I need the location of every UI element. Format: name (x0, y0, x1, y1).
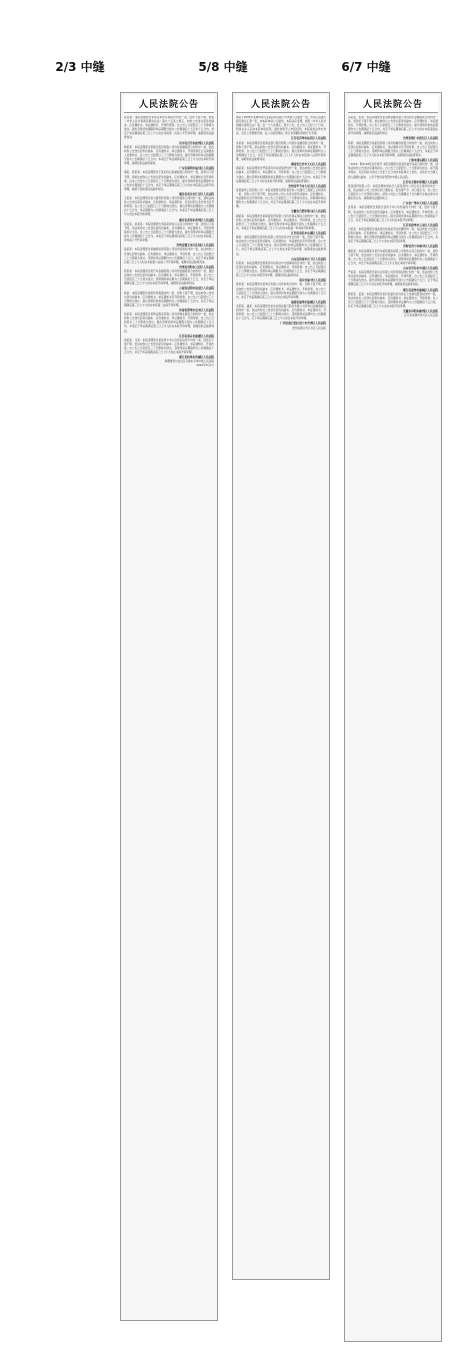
column-label-2: 5/8 中缝 (198, 60, 248, 74)
notice-text: 某某建筑工程有限公司：本院受理原告郭某某诉你公司建设工程施工合同纠纷一案，因你公司下落不明，依法向你公司公告送达起诉状副本、应诉通知书、举证通知书及开庭传票。自公告之日起经过三十日即视为送达。答辩期和举证期均为公告期满后十五日内，并定于举证期满后第三日上午九时在本院开庭审理。 (236, 188, 326, 209)
notice-signature: 新疆维吾尔自治区乌鲁木齐市中级人民法院 2022年3月1日 (164, 360, 214, 368)
column-label-1: 2/3 中缝 (55, 60, 105, 74)
notice-text: 冯某某、田某：本院受理原告某消费金融有限公司诉你们金融借款合同纠纷一案，因你们下落不明，依法向你们公告送达起诉状副本、应诉通知书、举证通知书、开庭传票。自公告之日起经过三十日即视为送达。提出答辩状和举证期限均为公告期满后十五日内，并定于举证期满后第三日上午九时在本院第四法庭开庭审理，逾期将依法缺席判决。 (348, 116, 438, 136)
court-name: 福建省福州市鼓楼区人民法院 (291, 299, 326, 304)
court-name: 安徽省合肥市蜀山区人民法院 (291, 209, 326, 214)
court-name: 贵州省毕节市七星关区人民法院 (288, 183, 326, 188)
column-header: 人民法院公告 (348, 95, 438, 113)
column-body (121, 116, 217, 1321)
court-name: 广东省深圳市福田区人民法院 (179, 166, 214, 171)
notice-text: 杨某：本院受理原告周某诉你离婚纠纷一案，因你下落不明，依法向你公告送达起诉状副本、应诉通知书、举证通知书及开庭传票。自公告之日起经过三十日即视为送达。提出答辩状和举证期限均为公告期满后十五日内，并定于举证期满后第三日上午九时在本院第二法庭开庭审理。 (124, 291, 214, 307)
court-name: 四川省宜宾市叙州区人民法院 (179, 140, 214, 145)
notice-text: 某某商贸有限公司：本院受理申请执行人某某诉你公司买卖合同纠纷执行一案，依法向你公司公告送达执行通知书、报告财产令、执行裁定书。自公告之日起经过六十日即视为送达。请你公司在公告期满后十日内履行生效法律文书确定的义务，逾期将依法强制执行。 (348, 184, 438, 201)
notice-text: 彭某某：本院受理原告唐某某诉你机动车交通事故责任纠纷一案，依法向你公告送达起诉状副本、应诉通知书、举证通知书、开庭传票。自公告之日起经过三十日即视为送达。答辩和举证期限为公告期满后十五日，并定于举证期满后第三日上午九时在本院开庭审理，逾期将依法缺席判决。 (236, 261, 326, 278)
notice-signature: 江苏省南通市崇川区人民法院 (404, 314, 438, 318)
court-name: 湖南省长沙市天心区人民法院 (291, 162, 326, 167)
court-name: 江苏省南京市鼓楼区人民法院 (179, 333, 214, 338)
court-name: 河南省郑州市金水区人民法院 (179, 307, 214, 312)
notice-text: 魏某某：本院受理原告某汽车销售服务有限公司诉你买卖合同纠纷一案，因你下落不明，依法向你公告送达起诉状副本、应诉通知书、举证通知书、开庭传票。自公告之日起经过三十日即视为送达。答辩和举证期限均为公告期满后十五日内，并定于举证期满后第三日上午九时在本院开庭审理。 (348, 249, 438, 265)
notice-text: （2022）黔0103民初字第号 本院受理原告某某诉被告某某合同纠纷一案，现依法向你公告送达民事判决书。自公告之日起经过三十日即视为送达。如不服本判决，可在判决书送达之日起十五日内向本院递交上诉状，并按对方当事人的人数提出副本，上诉于贵州省贵阳市中级人民法院。 (348, 163, 438, 179)
notice-text: 陈某某：本院受理原告某汽车金融有限公司诉你金融借款合同纠纷一案，现依法向你公告送达起诉状副本、应诉通知书、举证通知书、开庭传票。自公告之日起经过三十日视为送达，答辩期和举证期为公告期满后十五日，并定于举证期满后第三日上午九时在本院开庭审理，逾期将依法缺席判决。 (124, 270, 214, 286)
notice-text: 王某某：本院受理原告某小额贷款有限公司诉你借款合同纠纷一案，现依法向你公告送达起诉状副本、应诉通知书、举证通知书、诉讼权利义务告知书及开庭传票。自公告之日起经过三十日即视为送达。提出答辩状的期限为公告期满后十五日内，举证期限为公告期满后十五日内。本案定于举证期满后第三日上午九时在本院开庭审理。 (124, 197, 214, 217)
notice-text: 徐某某、马某：本院受理原告某信用卡中心诉你们信用卡纠纷一案，因你们下落不明，依法向你们公告送达起诉状副本、应诉通知书、举证通知书、开庭传票。自公告之日起经过三十日即视为送达。答辩和举证期限均为公告期满后十五日内，并定于举证期满后第三日上午九时在本院开庭审理。 (124, 338, 214, 355)
notice-text: 钟某某：本院受理原告某银行股份有限公司诉你金融借款合同纠纷一案，依法向你公告送达起诉状副本、应诉通知书、举证通知书、开庭传票及合议庭组成人员通知书。自公告之日起经过三十日即视为送达。提出答辩状和举证的期限分别为公告期满后十五日内。本案定于举证期满后第三日上午九时在本院开庭审理，逾期将依法缺席裁判。 (124, 145, 214, 166)
notice-text: 蒋某：本院受理原告某租赁有限公司诉你融资租赁合同纠纷一案，依法向你公告送达起诉状副本、应诉通知书、举证通知书及开庭传票。自公告之日起经过三十日即视为送达。答辩和举证期限分别为公告期满后十五日内，本案定于举证期满后第三日上午九时在本院开庭审理，逾期将依法缺席判决。 (348, 141, 438, 157)
court-name: 湖北省黄冈市黄州区人民法院 (179, 217, 214, 222)
court-name: 贵州省铜仁市碧江区人民法院 (403, 136, 438, 141)
notice-text: 李某某、赵某某：本院受理原告刘某某诉你们买卖合同纠纷一案，因你们下落不明，依法向你们公告送达起诉状副本、应诉通知书、举证通知书、开庭传票等诉讼文书。自公告之日起经过三十日即视为送达。提出答辩状和举证期限分别为公告期满后十五日内。本案定于举证期满后的第三日上午九时在本院第三审判庭公开开庭审理。 (124, 222, 214, 243)
notice-text: 谢某某：本院受理原告某保险股份有限公司诉你保证保险合同纠纷一案，依法向你公告送达起诉状副本、应诉通知书、举证通知书、开庭传票。自公告之日起经过三十日即视为送达。提出答辩状和举证期限分别为公告期满后十五日内，本案定于举证期满后第三日上午九时在本院第一审判庭开庭审理。 (236, 214, 326, 230)
court-name: 贵州省遵义市红花岗区人民法院 (176, 243, 214, 248)
notice-text: 胡某、陈某某：本院受理原告王某诉你们房屋租赁合同纠纷一案，因你们下落不明，现依法向你们公告送达起诉状副本、应诉通知书、举证通知书及开庭传票。自本公告发出之日起经过三十日即视为送达。提出答辩状和举证期限均为公告送达期满后十五日内，并定于举证期满后第三日九时在本院第五法庭开庭审理，逾期不到庭将依法缺席判决。 (124, 171, 214, 191)
notice-text: 严某某：本院受理原告某实业有限公司诉你股权转让纠纷一案，依法向你公告送达起诉状副本、应诉通知书、举证通知书、开庭传票。自公告之日起经过三十日即视为送达。提出答辩状和举证期限分别为公告期满后十五日，定于举证期满后第三日上午九时在本院开庭审理，逾期将依法缺席判决。 (348, 271, 438, 287)
court-name: 山东省青岛市市南区人民法院 (403, 265, 438, 270)
court-name: 江苏省徐州市云龙区人民法院 (403, 222, 438, 227)
notice-text: 韩某：本院受理原告某科技有限公司诉你劳动争议纠纷一案，因你下落不明，依法向你公告送达起诉状副本、应诉通知书、举证通知书及开庭传票。自公告之日起经过三十日即视为送达。提出答辩状和举证期限均为公告期满后十五日，并定于举证期满后第三日上午九时在本院开庭审理，逾期将依法缺席判决。 (236, 236, 326, 256)
notice-text: 邓某某、潘某：本院受理原告某农村商业银行股份有限公司诉你们金融借款合同纠纷一案，依法向你们公告送达起诉状副本、应诉通知书、举证通知书、开庭传票。自公告之日起经过三十日即视为送达。答辩期和举证期均为公告期满后十五日内，定于举证期满后第三日上午九时在本院开庭审理。 (236, 305, 326, 321)
notice-text: 薛某某、姜某：本院受理原告某村民委员会诉你们土地承包经营权纠纷一案，依法向你们公告送达起诉状副本、应诉通知书、举证通知书、开庭传票。自公告之日起经过三十日即视为送达。答辩期和举证期均为公告期满后十五日内，并定于举证期满后第三日上午九时在本院开庭审理。 (348, 292, 438, 308)
court-name: 安徽省阜阳市颍州区人民法院 (403, 309, 438, 314)
column-header: 人民法院公告 (124, 95, 214, 113)
notice-text: 沈某某：本院受理原告某银行信用卡中心诉你信用卡纠纷一案，因你下落不明，依法向你公告送达起诉状副本、应诉通知书、举证通知书、开庭传票。自公告之日起经过三十日即视为送达。提出答辩状和举证期限均为公告期满后十五日，并定于举证期满后第三日上午九时在本院开庭审理。 (348, 206, 438, 222)
notice-text: 本院于2022年受理申请人某某投资有限公司申请公示催告一案，申请人因遗失银行承兑汇票一张，向本院申请公示催告。本院决定受理，依照《中华人民共和国民事诉讼法》第二百一十九条规定，现予公告。自公告之日起六十日内，利害关系人应向本院申报权利。届时如果无人申报权利，本院将依法作出判决，宣告上述票据无效。在公示催告期间，转让该票据权利的行为无效。 (236, 116, 326, 136)
court-name: 广东省广州市天河区人民法院 (403, 201, 438, 206)
notice-text: 黄某某：本院受理原告罗某某诉你民间借贷纠纷一案，依法向你公告送达起诉状副本、应诉通知书、举证通知书、开庭传票。自公告之日起经过三十日即视为送达。提出答辩状的期限和举证期限为公告期满后的十五日内。本案定于举证期满后第三日上午九时在本院开庭审理，逾期将依法缺席裁判。 (236, 167, 326, 183)
notice-text: 曾某某：本院受理原告某典当有限公司诉你典当纠纷一案，因你下落不明，依法向你公告送达起诉状副本、应诉通知书、举证通知书、开庭传票。自公告之日起经过三十日即视为送达。提出答辩状和举证期限分别为公告期满后十五日内，并定于举证期满后第三日上午九时在本院开庭审理。 (236, 283, 326, 299)
notice-column-1 (120, 92, 218, 1321)
notice-text: 孙某某：本院受理原告某融资担保有限公司诉你追偿权纠纷一案，依法向你公告送达起诉状副本、应诉通知书、举证通知书、开庭传票。自公告之日起经过三十日即视为送达。答辩和举证期限均为公告期满后十五日，并定于举证期满后第三日上午九时在本院第六法庭公开开庭审理，逾期将依法缺席判决。 (124, 248, 214, 264)
court-name: 浙江省温州市鹿城区人民法院 (403, 287, 438, 292)
court-name: 江苏省无锡市梁溪区人民法院 (403, 179, 438, 184)
court-name: 重庆市渝中区人民法院 (299, 278, 326, 283)
court-name: 广西壮族自治区南宁市青秀区人民法院 (280, 321, 326, 326)
court-name: 浙江省杭州市西湖区人民法院 (179, 355, 214, 360)
court-name: 贵州省贵阳市云岩区人民法院 (179, 264, 214, 269)
notice-column-3 (344, 92, 442, 1342)
court-name: 江苏省苏州市姑苏区人民法院 (291, 136, 326, 141)
court-name: 上海市浦东新区人民法院 (408, 158, 438, 163)
notice-text: 朱某某：本院受理原告某商业银行股份有限公司诉你金融借款合同纠纷一案，因你下落不明，依法向你公告送达起诉状副本、应诉通知书、举证通知书、开庭传票。自公告之日起经过三十日即视为送达。提出答辩状和举证期限均为公告期满后十五日，并定于举证期满后第三日上午九时在本院第八法庭开庭审理，逾期将依法缺席判决。 (236, 141, 326, 162)
column-label-3: 6/7 中缝 (341, 60, 391, 74)
notice-signature: 贵州省遵义市汇川区人民法院 (292, 326, 326, 330)
column-body (345, 116, 441, 1342)
court-name: 湖北省武汉市江岸区人民法院 (179, 191, 214, 196)
column-body (233, 116, 329, 1280)
court-name: 云南省昆明市盘龙区人民法院 (179, 286, 214, 291)
notice-column-2 (232, 92, 330, 1280)
court-name: 青海省西宁市城中区人民法院 (403, 244, 438, 249)
notice-text: 卢某某：本院受理原告钱某某诉你追索劳动报酬纠纷一案，依法向你公告送达起诉状副本、应诉通知书、举证通知书、开庭传票。自公告之日起经过三十日即视为送达。提出答辩状的期限和举证期限分别为公告期满后的十五日内，本案定于举证期满后第三日上午九时在本院开庭审理。 (348, 227, 438, 244)
court-name: 山东省济南市历下区人民法院 (291, 256, 326, 261)
court-name: 江西省南昌市东湖区人民法院 (291, 230, 326, 235)
notice-text: 吴某某：本院受理原告某物业服务有限公司诉你物业服务合同纠纷一案，依法向你公告送达起诉状副本、应诉通知书、举证通知书、开庭传票。自公告之日起经过三十日即视为送达。提出答辩状和举证期限分别为公告期满后十五日内，本案定于举证期满后第三日上午九时在本院开庭审理，逾期将依法缺席判决。 (124, 313, 214, 333)
notice-text: 张某某：本院受理原告李某某诉你民间借贷纠纷一案，因你下落不明，依照《中华人民共和国民事诉讼法》第九十五条之规定，向你公告送达起诉状副本、应诉通知书、举证通知书、开庭传票等。自公告之日起经过三十日即视为送达。提出答辩状的期限和举证期限分别为公告期满后十五日和十五日内，并定于举证期满后第三日上午九时在本院第一法庭公开开庭审理，逾期将依法缺席判决。 (124, 116, 214, 140)
column-header: 人民法院公告 (236, 95, 326, 113)
